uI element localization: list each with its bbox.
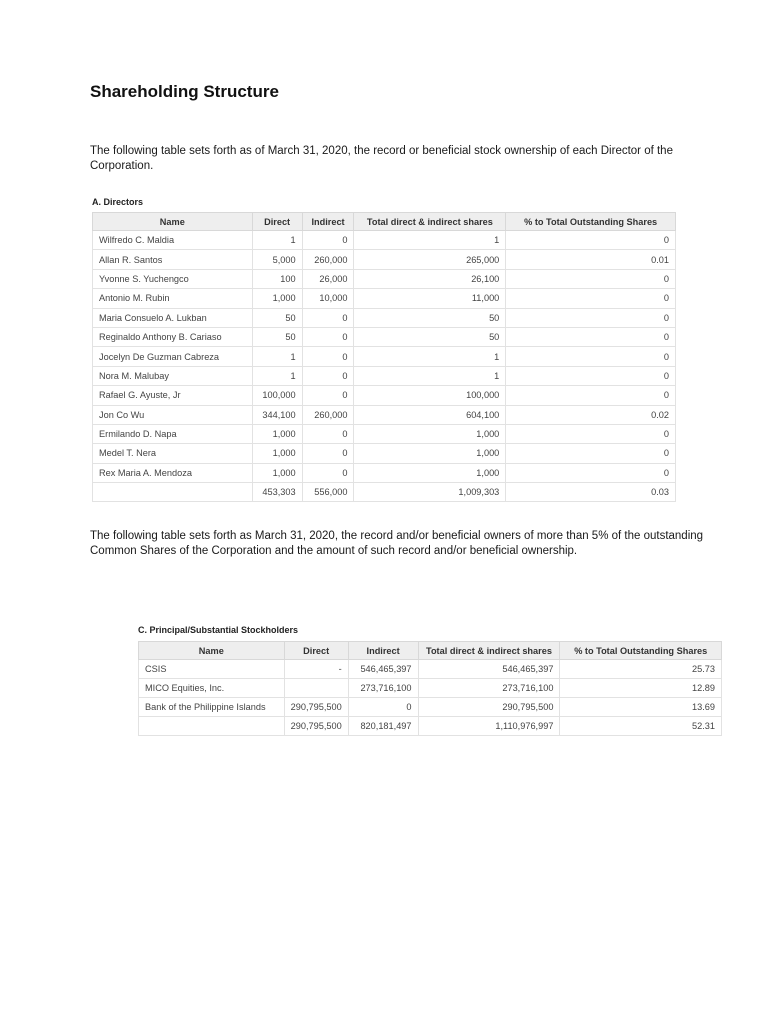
cell-total: 1,110,976,997 bbox=[418, 717, 560, 736]
cell-indirect: 26,000 bbox=[302, 269, 354, 288]
cell-direct: 290,795,500 bbox=[284, 698, 348, 717]
cell-name: Rex Maria A. Mendoza bbox=[93, 463, 253, 482]
cell-name: Maria Consuelo A. Lukban bbox=[93, 308, 253, 327]
table-row bbox=[93, 386, 676, 405]
cell-total: 1,000 bbox=[354, 424, 506, 443]
cell-percent: 0 bbox=[506, 366, 676, 385]
cell-indirect: 0 bbox=[302, 444, 354, 463]
cell-total: 1,009,303 bbox=[354, 483, 506, 502]
table-row bbox=[93, 308, 676, 327]
table-row bbox=[93, 250, 676, 269]
cell-percent: 0 bbox=[506, 386, 676, 405]
cell-total: 546,465,397 bbox=[418, 660, 560, 679]
cell-direct: 5,000 bbox=[252, 250, 302, 269]
cell-percent: 0 bbox=[506, 424, 676, 443]
header-direct: Direct bbox=[284, 642, 348, 660]
cell-direct bbox=[284, 679, 348, 698]
cell-total: 11,000 bbox=[354, 289, 506, 308]
directors-table-body bbox=[93, 231, 676, 502]
cell-direct: 100,000 bbox=[252, 386, 302, 405]
header-direct: Direct bbox=[252, 213, 302, 231]
cell-name bbox=[93, 483, 253, 502]
page-title: Shareholding Structure bbox=[90, 82, 279, 101]
cell-percent: 0 bbox=[506, 269, 676, 288]
cell-direct: 100 bbox=[252, 269, 302, 288]
cell-direct: 1,000 bbox=[252, 463, 302, 482]
cell-indirect: 546,465,397 bbox=[348, 660, 418, 679]
table-row bbox=[93, 289, 676, 308]
cell-name: Yvonne S. Yuchengco bbox=[93, 269, 253, 288]
cell-indirect: 0 bbox=[302, 327, 354, 346]
cell-name: Ermilando D. Napa bbox=[93, 424, 253, 443]
directors-header-row bbox=[93, 213, 676, 231]
cell-direct: 50 bbox=[252, 308, 302, 327]
cell-name: Rafael G. Ayuste, Jr bbox=[93, 386, 253, 405]
cell-name bbox=[139, 717, 285, 736]
stockholders-table-body bbox=[139, 660, 722, 736]
header-indirect: Indirect bbox=[348, 642, 418, 660]
cell-name: Wilfredo C. Maldia bbox=[93, 231, 253, 250]
stockholders-intro-text: The following table sets forth as March 31, 2020, the record and/or beneficial owners of more than 5% of the outstanding Common Shares of the Corporation and the amount of such record and/or beneficial ownership. bbox=[90, 530, 704, 557]
table-row bbox=[93, 483, 676, 502]
table-row bbox=[93, 269, 676, 288]
cell-direct: 1,000 bbox=[252, 424, 302, 443]
cell-total: 1 bbox=[354, 347, 506, 366]
cell-percent: 0.03 bbox=[506, 483, 676, 502]
cell-name: Allan R. Santos bbox=[93, 250, 253, 269]
cell-total: 265,000 bbox=[354, 250, 506, 269]
table-row bbox=[93, 347, 676, 366]
cell-total: 1,000 bbox=[354, 463, 506, 482]
cell-percent: 0 bbox=[506, 444, 676, 463]
table-row bbox=[93, 327, 676, 346]
table-row bbox=[139, 717, 722, 736]
cell-indirect: 273,716,100 bbox=[348, 679, 418, 698]
cell-percent: 13.69 bbox=[560, 698, 722, 717]
cell-total: 604,100 bbox=[354, 405, 506, 424]
cell-direct: 453,303 bbox=[252, 483, 302, 502]
cell-indirect: 0 bbox=[302, 366, 354, 385]
cell-direct: 1,000 bbox=[252, 444, 302, 463]
cell-percent: 0 bbox=[506, 231, 676, 250]
cell-direct: 344,100 bbox=[252, 405, 302, 424]
cell-percent: 0 bbox=[506, 347, 676, 366]
directors-table bbox=[92, 212, 676, 502]
cell-total: 1 bbox=[354, 231, 506, 250]
cell-percent: 12.89 bbox=[560, 679, 722, 698]
cell-name: Jon Co Wu bbox=[93, 405, 253, 424]
cell-name: Antonio M. Rubin bbox=[93, 289, 253, 308]
cell-indirect: 260,000 bbox=[302, 250, 354, 269]
cell-indirect: 0 bbox=[302, 347, 354, 366]
cell-total: 273,716,100 bbox=[418, 679, 560, 698]
header-percent: % to Total Outstanding Shares bbox=[506, 213, 676, 231]
cell-name: Medel T. Nera bbox=[93, 444, 253, 463]
table-row bbox=[93, 463, 676, 482]
cell-direct: - bbox=[284, 660, 348, 679]
cell-percent: 0 bbox=[506, 289, 676, 308]
cell-total: 1,000 bbox=[354, 444, 506, 463]
header-name: Name bbox=[93, 213, 253, 231]
header-name: Name bbox=[139, 642, 285, 660]
cell-total: 100,000 bbox=[354, 386, 506, 405]
cell-indirect: 0 bbox=[302, 231, 354, 250]
table-row bbox=[93, 231, 676, 250]
cell-indirect: 0 bbox=[302, 463, 354, 482]
cell-direct: 1,000 bbox=[252, 289, 302, 308]
cell-total: 26,100 bbox=[354, 269, 506, 288]
cell-indirect: 820,181,497 bbox=[348, 717, 418, 736]
cell-direct: 1 bbox=[252, 347, 302, 366]
table-row bbox=[139, 698, 722, 717]
cell-indirect: 0 bbox=[348, 698, 418, 717]
table-row bbox=[139, 660, 722, 679]
cell-name: Nora M. Malubay bbox=[93, 366, 253, 385]
header-percent: % to Total Outstanding Shares bbox=[560, 642, 722, 660]
table-row bbox=[93, 366, 676, 385]
cell-indirect: 0 bbox=[302, 386, 354, 405]
cell-percent: 0.02 bbox=[506, 405, 676, 424]
cell-percent: 25.73 bbox=[560, 660, 722, 679]
cell-indirect: 556,000 bbox=[302, 483, 354, 502]
cell-percent: 0 bbox=[506, 308, 676, 327]
cell-direct: 1 bbox=[252, 231, 302, 250]
cell-name: Bank of the Philippine Islands bbox=[139, 698, 285, 717]
cell-total: 290,795,500 bbox=[418, 698, 560, 717]
cell-total: 1 bbox=[354, 366, 506, 385]
stockholders-table bbox=[138, 641, 722, 736]
cell-percent: 0.01 bbox=[506, 250, 676, 269]
cell-direct: 1 bbox=[252, 366, 302, 385]
table-row bbox=[139, 679, 722, 698]
cell-total: 50 bbox=[354, 327, 506, 346]
header-indirect: Indirect bbox=[302, 213, 354, 231]
table-row bbox=[93, 444, 676, 463]
directors-section-title: A. Directors bbox=[92, 197, 144, 207]
cell-direct: 290,795,500 bbox=[284, 717, 348, 736]
cell-name: CSIS bbox=[139, 660, 285, 679]
cell-indirect: 0 bbox=[302, 308, 354, 327]
cell-percent: 0 bbox=[506, 327, 676, 346]
directors-intro-text: The following table sets forth as of March 31, 2020, the record or beneficial stock ownership of each Director of the Corporation. bbox=[90, 145, 673, 172]
cell-name: MICO Equities, Inc. bbox=[139, 679, 285, 698]
cell-name: Reginaldo Anthony B. Cariaso bbox=[93, 327, 253, 346]
stockholders-header-row bbox=[139, 642, 722, 660]
cell-indirect: 0 bbox=[302, 424, 354, 443]
stockholders-section-title: C. Principal/Substantial Stockholders bbox=[138, 625, 299, 635]
cell-indirect: 10,000 bbox=[302, 289, 354, 308]
cell-name: Jocelyn De Guzman Cabreza bbox=[93, 347, 253, 366]
table-row bbox=[93, 424, 676, 443]
cell-direct: 50 bbox=[252, 327, 302, 346]
header-total: Total direct & indirect shares bbox=[354, 213, 506, 231]
cell-percent: 0 bbox=[506, 463, 676, 482]
table-row bbox=[93, 405, 676, 424]
cell-percent: 52.31 bbox=[560, 717, 722, 736]
cell-total: 50 bbox=[354, 308, 506, 327]
header-total: Total direct & indirect shares bbox=[418, 642, 560, 660]
cell-indirect: 260,000 bbox=[302, 405, 354, 424]
